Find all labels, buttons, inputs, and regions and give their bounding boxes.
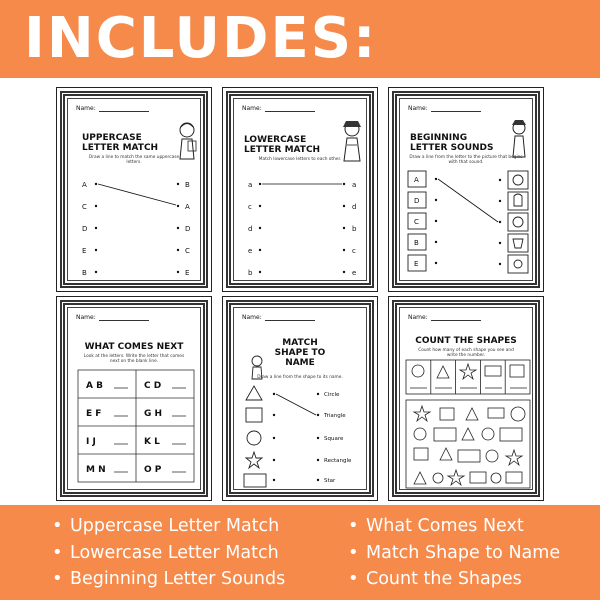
name-label: Name: [408,314,428,321]
worksheet-uppercase-letter-match [56,87,212,292]
letter-pair: M N [86,465,106,475]
right-letter: E [185,269,190,277]
letter-pair: A B [86,381,103,391]
shape-matching-area [234,308,370,493]
letter-pair: C D [144,381,162,391]
worksheet-page [233,307,367,490]
left-letter: b [248,269,253,277]
left-letter: A [82,181,87,189]
right-letter: c [352,247,356,255]
letter-box: E [414,260,419,268]
shape-name: Circle [324,392,340,398]
right-letter: d [352,203,357,211]
right-letter: a [352,181,357,189]
right-letter: D [185,225,191,233]
header-banner [0,0,600,78]
worksheet-lowercase-letter-match [222,87,378,292]
features-footer [0,505,600,600]
right-letter: C [185,247,190,255]
matching-area [234,99,370,284]
banner-title: INCLUDES: [24,6,378,71]
name-label: Name: [76,314,96,321]
right-letter: B [185,181,190,189]
matching-area [68,99,204,284]
name-label: Name: [76,105,96,112]
left-letter: d [248,225,253,233]
name-label: Name: [242,105,262,112]
worksheet-page [233,98,367,281]
worksheet-match-shape-to-name [222,296,378,501]
worksheet-instructions: Draw a line from the letter to the picture that begins with that sound. [409,155,523,165]
feature-item: • Beginning Letter Sounds [52,566,285,593]
shape-name: Star [324,478,336,484]
letter-box: A [414,176,419,184]
left-letter: C [82,203,87,211]
worksheet-page [67,98,201,281]
feature-list-right [348,513,560,593]
worksheet-instructions: Match lowercase letters to each other. [258,157,342,162]
shape-name: Rectangle [324,458,352,464]
worksheet-title: UPPERCASE LETTER MATCH [82,133,159,153]
shape-name: Triangle [324,413,346,419]
worksheet-page [399,307,533,490]
feature-item: • Match Shape to Name [348,540,560,567]
worksheet-instructions: Count how many of each shape you see and write the number. [418,348,514,358]
letter-pair: O P [144,465,162,475]
worksheet-page [399,98,533,281]
worksheet-title: BEGINNING LETTER SOUNDS [410,133,494,153]
letter-pair: K L [144,437,160,447]
letter-box: D [414,197,420,205]
feature-list-left [52,513,285,593]
letter-pair: G H [144,409,163,419]
right-letter: A [185,203,190,211]
worksheet-instructions: Draw a line from the shape to its name. [257,375,343,380]
worksheet-title: MATCH SHAPE TO NAME [274,338,326,368]
matching-area [400,99,536,284]
name-label: Name: [242,314,262,321]
letter-pair: I J [86,437,96,447]
worksheet-count-the-shapes [388,296,544,501]
worksheet-instructions: Look at the letters. Write the letter that comes next on the blank line. [83,354,185,364]
right-letter: e [352,269,357,277]
letter-sequence-grid [68,308,204,493]
letter-box: B [414,239,419,247]
letter-pair: E F [86,409,102,419]
left-letter: e [248,247,253,255]
worksheet-page [67,307,201,490]
right-letter: b [352,225,357,233]
worksheet-beginning-letter-sounds [388,87,544,292]
worksheet-what-comes-next [56,296,212,501]
left-letter: B [82,269,87,277]
feature-item: • Count the Shapes [348,566,560,593]
worksheet-title: COUNT THE SHAPES [415,336,517,346]
feature-item: • What Comes Next [348,513,560,540]
letter-box: C [414,218,419,226]
left-letter: c [248,203,252,211]
left-letter: D [82,225,88,233]
left-letter: a [248,181,253,189]
worksheet-title: WHAT COMES NEXT [84,342,184,352]
feature-item: • Lowercase Letter Match [52,540,285,567]
shape-name: Square [324,436,344,442]
name-label: Name: [408,105,428,112]
worksheet-instructions: Draw a line to match the same uppercase letters. [88,155,180,165]
left-letter: E [82,247,87,255]
worksheet-title: LOWERCASE LETTER MATCH [244,135,321,155]
feature-item: • Uppercase Letter Match [52,513,285,540]
shape-counting-area [400,308,536,493]
